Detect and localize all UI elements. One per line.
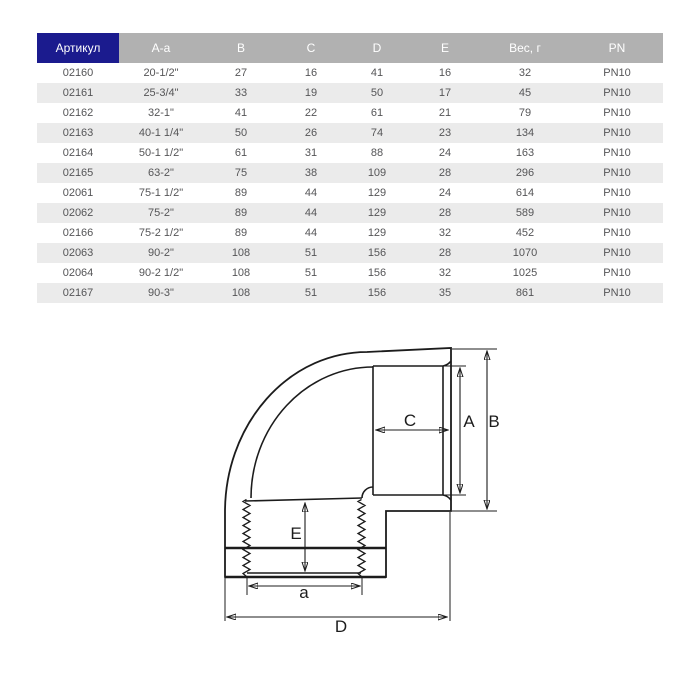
table-cell: 28 [438,247,452,259]
table-cell: 02167 [62,287,94,299]
table-cell: PN10 [603,287,631,299]
table-cell: PN10 [603,167,631,179]
table-row [37,83,663,103]
table-cell: 51 [304,247,318,259]
table-cell: 02064 [62,267,94,279]
column-header-3: C [279,33,343,63]
inner-corner-fillet [362,487,373,498]
column-header-2: B [203,33,279,63]
table-row [37,63,663,83]
table-cell: 31 [304,147,318,159]
table-cell: 02166 [62,227,94,239]
table-cell: 41 [234,107,248,119]
outer-profile [225,348,451,577]
table-cell: 89 [234,187,248,199]
dim-label-a: a [299,583,309,602]
table-cell: 163 [515,147,535,159]
table-cell: 32 [518,67,532,79]
table-row [37,103,663,123]
table-cell: 50 [234,127,248,139]
table-cell: 16 [304,67,318,79]
table-row [37,183,663,203]
table-cell: 28 [438,167,452,179]
table-row [37,263,663,283]
table-cell: PN10 [603,267,631,279]
table-cell: 19 [304,87,318,99]
table-cell: PN10 [603,247,631,259]
table-cell: 614 [515,187,535,199]
table-cell: 45 [518,87,532,99]
table-cell: 32 [438,227,452,239]
table-cell: 32-1" [148,107,174,119]
table-cell: 129 [367,207,387,219]
table-cell: 44 [304,207,318,219]
thread-zigzag-right [358,500,365,577]
table-cell: 02164 [62,147,94,159]
table-cell: 88 [370,147,384,159]
table-cell: 156 [367,267,387,279]
table-cell: 02163 [62,127,94,139]
table-cell: 33 [234,87,248,99]
table-cell: 50 [370,87,384,99]
socket-bottom-wall [373,495,451,500]
table-cell: 38 [304,167,318,179]
table-cell: 61 [234,147,248,159]
inner-bend-arc [251,367,373,498]
column-header-0: Артикул [37,33,119,63]
dim-label-C: C [403,411,417,430]
table-cell: 44 [304,227,318,239]
table-cell: 589 [515,207,535,219]
table-cell: 129 [367,227,387,239]
table-cell: PN10 [603,207,631,219]
table-cell: 156 [367,247,387,259]
dimension-E [290,503,305,571]
table-cell: PN10 [603,67,631,79]
dim-label-D: D [334,617,348,636]
dim-label-B: B [488,412,500,431]
table-cell: 63-2" [148,167,174,179]
table-cell: PN10 [603,87,631,99]
table-cell: 134 [515,127,535,139]
table-cell: 79 [518,107,532,119]
table-cell: 75-2" [148,207,174,219]
dimension-B [452,349,500,511]
table-cell: 61 [370,107,384,119]
table-cell: 44 [304,187,318,199]
table-header-row [37,33,663,63]
table-cell: 02061 [62,187,94,199]
table-cell: 26 [304,127,318,139]
table-cell: PN10 [603,227,631,239]
table-cell: 108 [231,267,251,279]
product-spec-table [37,33,663,303]
table-cell: 1070 [512,247,538,259]
table-cell: 23 [438,127,452,139]
table-row [37,143,663,163]
table-cell: 90-2 1/2" [138,267,184,279]
table-cell: 02063 [62,247,94,259]
dimension-C [376,411,448,430]
table-cell: PN10 [603,187,631,199]
table-cell: 51 [304,287,318,299]
table-cell: 156 [367,287,387,299]
table-cell: 108 [231,247,251,259]
table-cell: 108 [231,287,251,299]
table-cell: PN10 [603,147,631,159]
table-cell: 89 [234,227,248,239]
dimension-a [247,578,362,602]
table-row [37,123,663,143]
table-cell: 75 [234,167,248,179]
table-cell: 02161 [62,87,94,99]
table-cell: 35 [438,287,452,299]
table-cell: 452 [515,227,535,239]
table-cell: 28 [438,207,452,219]
table-cell: 40-1 1/4" [138,127,184,139]
table-cell: 74 [370,127,384,139]
table-cell: 24 [438,147,452,159]
table-cell: 90-3" [148,287,174,299]
table-cell: 16 [438,67,452,79]
table-cell: 90-2" [148,247,174,259]
table-cell: 296 [515,167,535,179]
table-cell: 22 [304,107,318,119]
table-row [37,203,663,223]
table-cell: 25-3/4" [143,87,179,99]
table-row [37,243,663,263]
table-cell: 861 [515,287,535,299]
table-cell: 20-1/2" [143,67,179,79]
column-header-1: A-a [119,33,203,63]
dim-label-A: A [463,412,475,431]
table-cell: 02160 [62,67,94,79]
table-cell: 51 [304,267,318,279]
table-cell: 02165 [62,167,94,179]
table-cell: 32 [438,267,452,279]
table-cell: PN10 [603,127,631,139]
elbow-body [225,348,451,577]
column-header-7: PN [571,33,663,63]
table-cell: 17 [438,87,452,99]
table-cell: 75-1 1/2" [138,187,184,199]
table-cell: 75-2 1/2" [138,227,184,239]
table-cell: 27 [234,67,248,79]
table-cell: 02162 [62,107,94,119]
table-cell: 1025 [512,267,538,279]
elbow-fitting-diagram [0,330,700,700]
table-cell: 41 [370,67,384,79]
socket-top-wall [373,361,451,366]
table-cell: 129 [367,187,387,199]
table-cell: 89 [234,207,248,219]
thread-bore-top-edge [245,498,362,501]
table-cell: 02062 [62,207,94,219]
column-header-5: E [411,33,479,63]
thread-zigzag-left [243,500,250,577]
column-header-4: D [343,33,411,63]
table-cell: 24 [438,187,452,199]
table-cell: 21 [438,107,452,119]
table-row [37,283,663,303]
dimension-D [225,512,450,636]
dim-label-E: E [290,524,302,543]
table-cell: PN10 [603,107,631,119]
table-row [37,223,663,243]
table-cell: 50-1 1/2" [138,147,184,159]
table-body [37,63,663,303]
table-row [37,163,663,183]
table-cell: 109 [367,167,387,179]
column-header-6: Вес, г [479,33,571,63]
